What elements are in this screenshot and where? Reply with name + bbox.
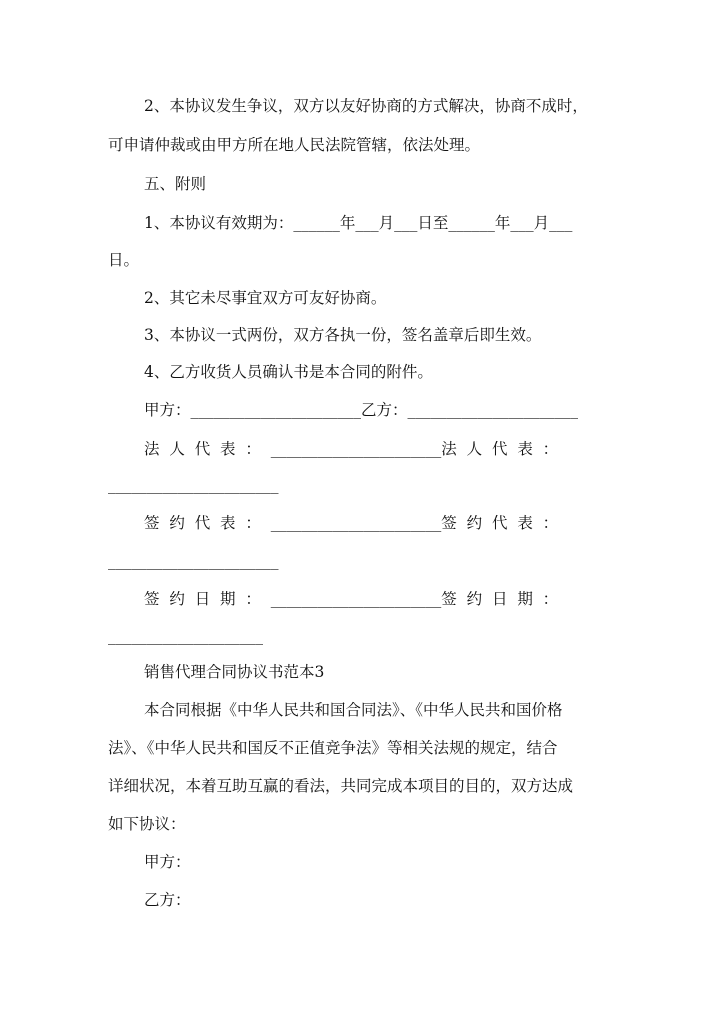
intro-line-4: 如下协议：	[108, 815, 186, 833]
item-4: 4、乙方收货人员确认书是本合同的附件。	[144, 363, 433, 381]
party-b-label: 乙方：	[144, 891, 191, 909]
legal-representative-blank: ______________________	[108, 476, 279, 494]
signing-date-line: 签 约 日 期 ： ______________________签 约 日 期 ：	[144, 590, 559, 608]
intro-line-3: 详细状况，本着互助互赢的看法，共同完成本项目的目的，双方达成	[108, 777, 574, 795]
signing-representative-blank: ______________________	[108, 552, 279, 570]
party-signature-line: 甲方：______________________乙方：______________________	[144, 401, 579, 419]
signing-representative-line: 签 约 代 表 ： ______________________签 约 代 表 ：	[144, 514, 559, 532]
signing-date-blank: ____________________	[108, 627, 263, 645]
intro-line-1: 本合同根据《中华人民共和国合同法》、《中华人民共和国价格	[144, 701, 563, 719]
clause-2-line-2: 可申请仲裁或由甲方所在地人民法院管辖，依法处理。	[108, 136, 481, 154]
clause-2-line-1: 2、本协议发生争议，双方以友好协商的方式解决，协商不成时，	[144, 97, 588, 115]
legal-representative-line: 法 人 代 表 ： ______________________法 人 代 表 ：	[144, 440, 559, 458]
party-a-label: 甲方：	[144, 853, 191, 871]
section-5-heading: 五、附则	[144, 175, 207, 193]
item-1-line-1: 1、本协议有效期为：______年___月___日至______年___月___	[144, 214, 573, 232]
item-2: 2、其它未尽事宜双方可友好协商。	[144, 289, 387, 307]
item-1-line-2: 日。	[108, 251, 140, 269]
item-3: 3、本协议一式两份，双方各执一份，签名盖章后即生效。	[144, 326, 542, 344]
intro-line-2: 法》、《中华人民共和国反不正值竞争法》等相关法规的规定，结合	[108, 739, 558, 757]
sample-3-title: 销售代理合同协议书范本3	[144, 663, 325, 681]
